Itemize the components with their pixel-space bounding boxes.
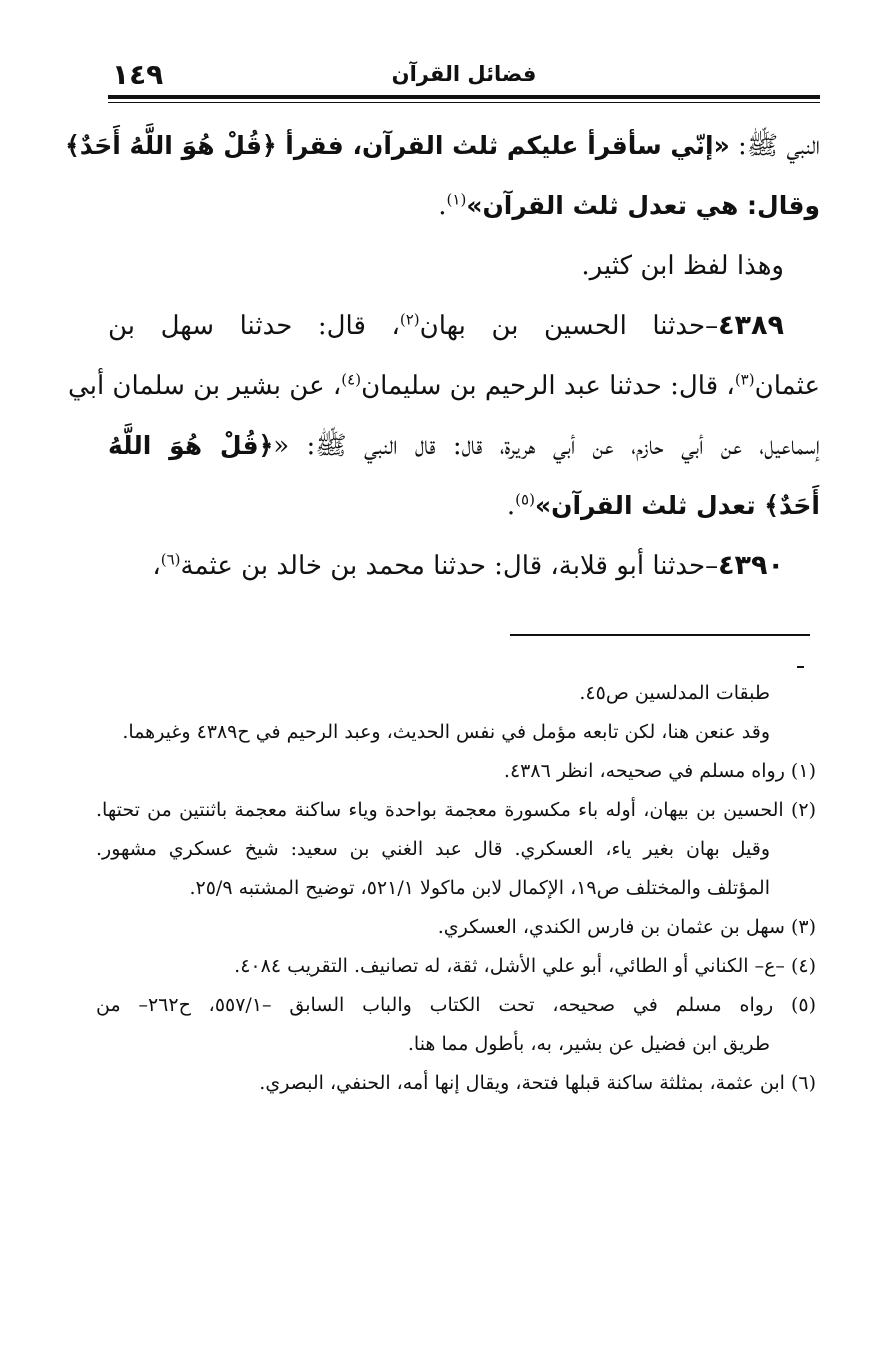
running-title: فضائل القرآن bbox=[391, 62, 537, 86]
footnote-line: (١) رواه مسلم في صحيحه، انظر ٤٣٨٦. bbox=[503, 760, 816, 782]
text-segment: . bbox=[506, 491, 516, 521]
footnote-line: المؤتلف والمختلف ص١٩، الإكمال لابن ماكولا ٥٢١/١، توضيح المشتبه ٢٥/٩. bbox=[189, 877, 770, 899]
header-rule-thick bbox=[108, 95, 820, 99]
text-segment: ، قال: حدثنا سهل بن bbox=[108, 311, 400, 341]
text-segment: ، bbox=[152, 551, 161, 581]
footnote-ref: (١) bbox=[446, 190, 467, 209]
hadith-number: ٤٣٩٠ bbox=[718, 550, 784, 581]
footnote-line: (٥) رواه مسلم في صحيحه، تحت الكتاب والباب السابق –٥٥٧/١، ح٢٦٢– من bbox=[96, 994, 817, 1016]
footnote-ref: (٦) bbox=[160, 550, 181, 569]
header-rule-thin bbox=[108, 102, 820, 103]
text-segment: –حدثنا أبو قلابة، قال: حدثنا محمد بن خالد بن عثمة bbox=[180, 551, 719, 581]
text-line bbox=[108, 416, 820, 476]
text-segment: وهذا لفظ ابن كثير. bbox=[581, 251, 784, 281]
text-segment: –حدثنا الحسين بن بهان bbox=[419, 311, 719, 341]
footnote-ref: (٣) bbox=[734, 370, 755, 389]
text-line bbox=[108, 176, 820, 236]
text-segment: «إنّي سأقرأ عليكم ثلث القرآن، فقرأ ﴿قُلْ هُوَ اللَّهُ أَحَدٌ﴾ bbox=[65, 131, 730, 160]
text-line bbox=[108, 296, 820, 356]
footnote-ref: (٤) bbox=[341, 370, 362, 389]
footnote-line: (٣) سهل بن عثمان بن فارس الكندي، العسكري. bbox=[437, 916, 816, 938]
page-number: ١٤٩ bbox=[112, 58, 164, 91]
text-line bbox=[65, 116, 820, 176]
text-segment: . bbox=[438, 191, 447, 221]
footnote-line: (٦) ابن عثمة، بمثلثة ساكنة قبلها فتحة، ويقال إنها أمه، الحنفي، البصري. bbox=[259, 1072, 816, 1094]
text-segment: ، عن بشير بن سلمان أبي bbox=[68, 371, 342, 401]
footnote-line: (٤) –ع– الكناني أو الطائي، أبو علي الأشل، ثقة، له تصانيف. التقريب ٤٠٨٤. bbox=[234, 955, 816, 977]
footnote-line: طريق ابن فضيل عن بشير، به، بأطول مما هنا. bbox=[407, 1033, 770, 1055]
text-line bbox=[68, 356, 820, 416]
footnote-ref: (٥) bbox=[515, 490, 535, 509]
footnote-line: (٢) الحسين بن بيهان، أوله باء مكسورة معجمة بواحدة وياء ساكنة معجمة باثنتين من تحتها. bbox=[96, 799, 816, 821]
footnote-continuation-mark bbox=[797, 666, 804, 668]
text-segment: إسماعيل، عن أبي حازم، عن أبي هريرة، قال: قال النبي ﷺ: « bbox=[273, 431, 820, 461]
text-line bbox=[108, 476, 820, 536]
text-segment: وقال: هي تعدل ثلث القرآن» bbox=[466, 191, 820, 220]
footnote-separator bbox=[510, 634, 810, 636]
text-segment: ، قال: حدثنا عبد الرحيم بن سليمان bbox=[361, 371, 735, 401]
text-segment: ﴿قُلْ هُوَ اللَّهُ bbox=[108, 431, 274, 460]
hadith-number: ٤٣٨٩ bbox=[718, 310, 784, 341]
footnote-line: وقيل بهان بغير ياء، العسكري. قال عبد الغني بن سعيد: شيخ عسكري مشهور. bbox=[96, 838, 770, 860]
footnote-line: طبقات المدلسين ص٤٥. bbox=[579, 682, 770, 704]
footnote-ref: (٢) bbox=[399, 310, 420, 329]
main-text bbox=[65, 116, 820, 596]
text-segment: النبي ﷺ: bbox=[729, 131, 820, 161]
text-segment: أَحَدٌ﴾ تعدل ثلث القرآن» bbox=[534, 491, 820, 520]
text-line bbox=[108, 536, 820, 596]
text-segment: عثمان bbox=[754, 371, 820, 401]
footnote-line: وقد عنعن هنا، لكن تابعه مؤمل في نفس الحديث، وعبد الرحيم في ح٤٣٨٩ وغيرهما. bbox=[122, 721, 770, 743]
footnotes bbox=[96, 674, 816, 1103]
text-line bbox=[108, 236, 820, 296]
page-header bbox=[108, 52, 820, 94]
